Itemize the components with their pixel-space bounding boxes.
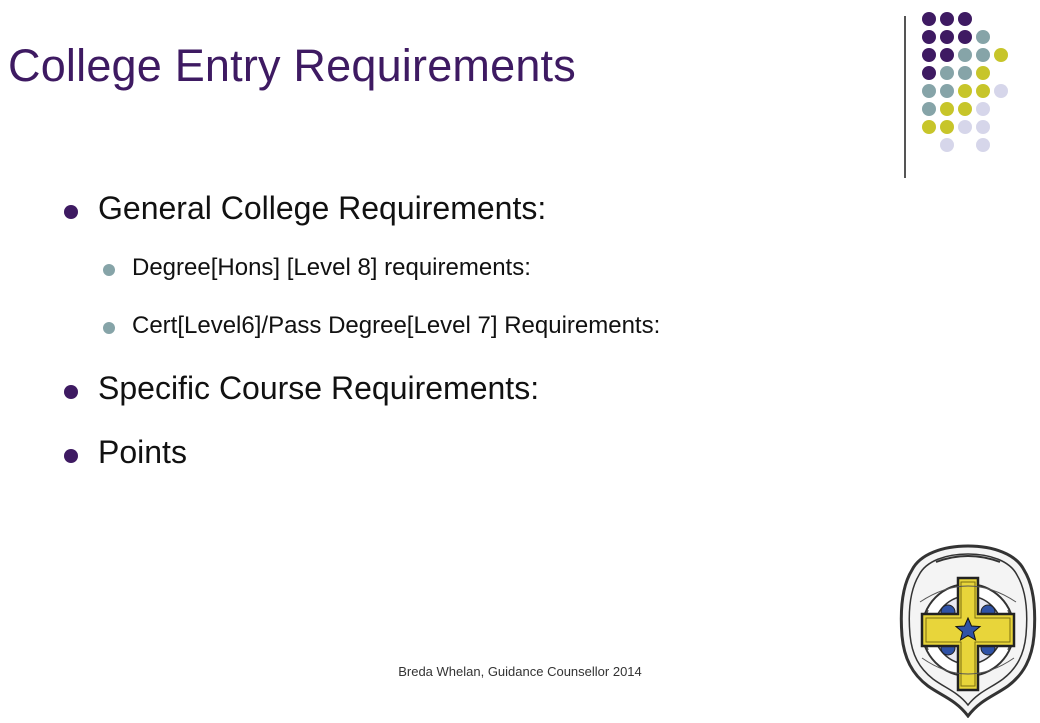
sub-bullet-item: Degree[Hons] [Level 8] requirements: [132,254,531,281]
slide-footer: Breda Whelan, Guidance Counsellor 2014 [398,664,642,679]
decorative-dot [940,138,954,152]
bullet-marker-icon [64,449,78,463]
bullet-item: Points [98,434,187,470]
title-divider-line [904,16,906,178]
decorative-dot [940,102,954,116]
decorative-dot [976,48,990,62]
decorative-dot [958,102,972,116]
decorative-dot [958,12,972,26]
decorative-dot [958,30,972,44]
bullet-marker-icon [103,322,115,334]
decorative-dot [922,84,936,98]
bullet-item: General College Requirements: [98,190,547,226]
decorative-dot [976,120,990,134]
celtic-cross-crest-icon [898,540,1038,718]
decorative-dot [922,102,936,116]
decorative-dot [940,48,954,62]
decorative-dot [994,48,1008,62]
slide-title: College Entry Requirements [8,40,576,91]
decorative-dot [976,138,990,152]
bullet-marker-icon [64,385,78,399]
decorative-dot [922,66,936,80]
decorative-dot-grid [922,12,1032,157]
decorative-dot [976,30,990,44]
decorative-dot [976,66,990,80]
school-crest-logo [898,540,1038,718]
decorative-dot [922,12,936,26]
decorative-dot [958,120,972,134]
decorative-dot [994,84,1008,98]
decorative-dot [922,30,936,44]
decorative-dot [958,84,972,98]
sub-bullet-item: Cert[Level6]/Pass Degree[Level 7] Requirements: [132,312,661,339]
bullet-marker-icon [103,264,115,276]
decorative-dot [958,66,972,80]
decorative-dot [922,120,936,134]
bullet-item: Specific Course Requirements: [98,370,540,406]
decorative-dot [976,84,990,98]
decorative-dot [940,84,954,98]
bullet-marker-icon [64,205,78,219]
decorative-dot [940,120,954,134]
decorative-dot [940,30,954,44]
decorative-dot [940,12,954,26]
decorative-dot [976,102,990,116]
decorative-dot [940,66,954,80]
decorative-dot [922,48,936,62]
decorative-dot [958,48,972,62]
